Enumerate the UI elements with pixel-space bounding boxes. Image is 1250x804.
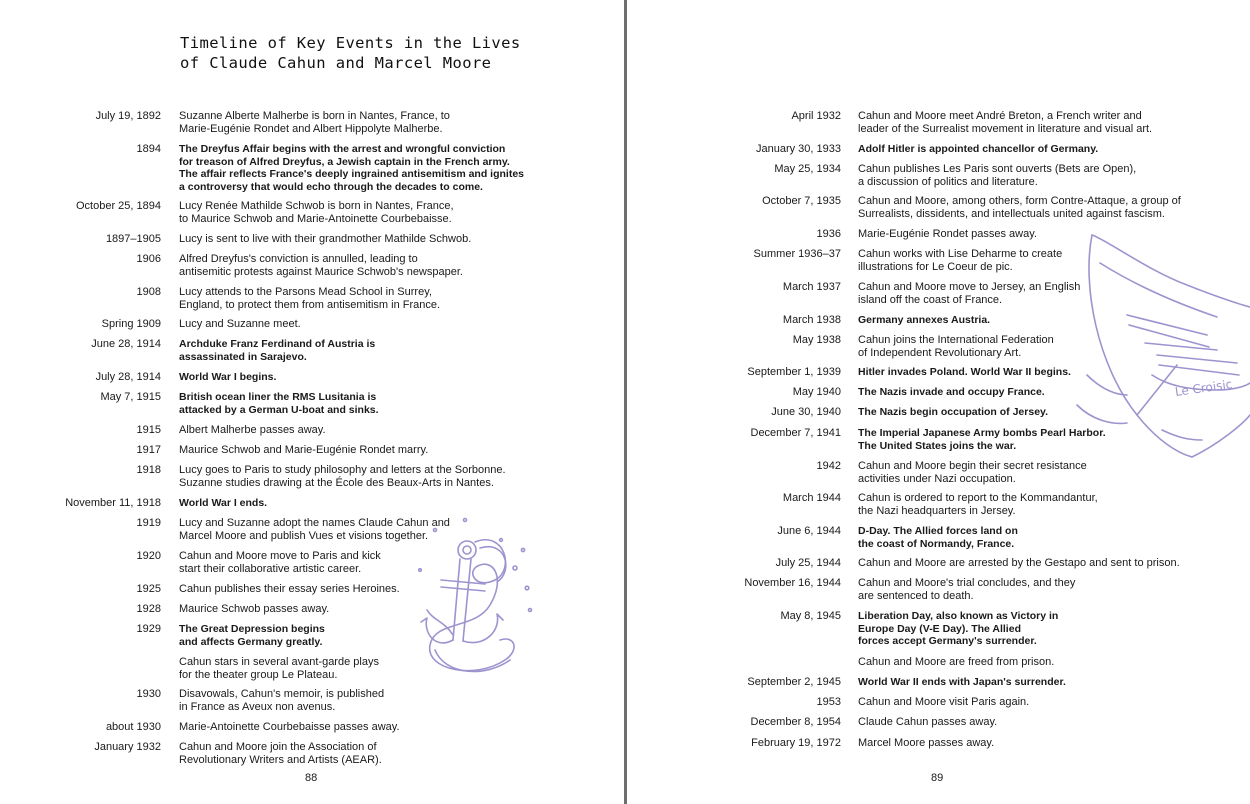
title-line-1: Timeline of Key Events in the Lives	[180, 34, 521, 52]
entry-date: December 8, 1954	[750, 716, 841, 728]
entry-text: Lucy and Suzanne adopt the names Claude Cahun and Marcel Moore and publish Vues et visions together.	[179, 517, 450, 542]
page-number: 88	[305, 772, 318, 784]
entry-text: British ocean liner the RMS Lusitania is attacked by a German U-boat and sinks.	[179, 391, 379, 416]
entry-date: July 19, 1892	[95, 110, 161, 122]
entry-date: November 11, 1918	[65, 497, 161, 509]
right-page	[627, 0, 1250, 804]
entry-date: February 19, 1972	[751, 737, 841, 749]
timeline-title	[180, 33, 521, 73]
entry-date: June 6, 1944	[777, 525, 841, 537]
entry-date: October 7, 1935	[762, 195, 841, 207]
entry-date: 1942	[816, 460, 841, 472]
entry-text: D-Day. The Allied forces land on the coast of Normandy, France.	[858, 525, 1018, 550]
entry-text: Cahun is ordered to report to the Kommandantur, the Nazi headquarters in Jersey.	[858, 492, 1098, 517]
entry-text: Suzanne Alberte Malherbe is born in Nantes, France, to Marie-Eugénie Rondet and Albert Hippolyte Malherbe.	[179, 110, 450, 135]
entry-date: 1908	[136, 286, 161, 298]
entry-text: Lucy Renée Mathilde Schwob is born in Nantes, France, to Maurice Schwob and Marie-Antoinette Courbebaisse.	[179, 200, 454, 225]
entry-text: Cahun joins the International Federation of Independent Revolutionary Art.	[858, 334, 1054, 359]
entry-text: Cahun and Moore are arrested by the Gestapo and sent to prison.	[858, 557, 1180, 569]
entry-date: May 1938	[792, 334, 841, 346]
entry-text: World War I begins.	[179, 371, 277, 383]
entry-text: The Nazis invade and occupy France.	[858, 386, 1045, 398]
entry-text: Archduke Franz Ferdinand of Austria is assassinated in Sarajevo.	[179, 338, 376, 363]
entry-text: Cahun stars in several avant-garde plays for the theater group Le Plateau.	[179, 656, 379, 681]
entry-date: 1920	[136, 550, 161, 562]
entry-date: May 25, 1934	[774, 163, 841, 175]
entry-date: March 1937	[782, 281, 841, 293]
entry-date: March 1944	[782, 492, 841, 504]
entry-text: The Nazis begin occupation of Jersey.	[858, 406, 1049, 418]
entry-text: Germany annexes Austria.	[858, 314, 991, 326]
entry-date: 1906	[136, 253, 161, 265]
entry-text: Cahun and Moore are freed from prison.	[858, 656, 1055, 668]
entry-date: October 25, 1894	[75, 200, 161, 212]
entry-date: 1918	[136, 464, 161, 476]
entry-text: Lucy goes to Paris to study philosophy and letters at the Sorbonne. Suzanne studies drawing at the École des Beaux-Arts in Nantes.	[179, 464, 506, 489]
entry-date: June 30, 1940	[771, 406, 841, 418]
entry-date: April 1932	[791, 110, 841, 122]
entry-text: Cahun publishes Les Paris sont ouverts (Bets are Open), a discussion of politics and literature.	[858, 163, 1137, 188]
title-line-2: of Claude Cahun and Marcel Moore	[180, 54, 492, 72]
entry-text: Claude Cahun passes away.	[858, 716, 998, 728]
entry-text: Maurice Schwob and Marie-Eugénie Rondet marry.	[179, 444, 429, 456]
entry-date: 1894	[136, 143, 161, 155]
entry-date: November 16, 1944	[744, 577, 841, 589]
entry-date: 1917	[136, 444, 161, 456]
entry-date: 1936	[816, 228, 841, 240]
entry-date: January 1932	[94, 741, 161, 753]
entry-date: Spring 1909	[101, 318, 161, 330]
entry-date: July 28, 1914	[95, 371, 161, 383]
entry-text: The Dreyfus Affair begins with the arrest and wrongful conviction for treason of Alfred Dreyfus, a Jewish captain in the French army. The affair reflects France's deeply ingrained antisemitism and ignites a controversy that would echo through the decades to come.	[179, 143, 525, 193]
entry-date: 1925	[136, 583, 161, 595]
entry-text: Cahun and Moore join the Association of Revolutionary Writers and Artists (AEAR).	[179, 741, 382, 766]
entry-text: The Great Depression begins and affects Germany greatly.	[179, 623, 325, 648]
entry-text: Cahun and Moore meet André Breton, a French writer and leader of the Surrealist movement in literature and visual art.	[858, 110, 1153, 135]
entry-text: Lucy attends to the Parsons Mead School in Surrey, England, to protect them from antisemitism in France.	[179, 286, 441, 311]
entry-date: December 7, 1941	[750, 427, 841, 439]
entry-date: 1953	[816, 696, 841, 708]
entry-text: Marie-Eugénie Rondet passes away.	[858, 228, 1037, 240]
entry-date: September 2, 1945	[747, 676, 841, 688]
entry-text: Cahun and Moore move to Jersey, an English island off the coast of France.	[858, 281, 1081, 306]
entry-text: Cahun works with Lise Deharme to create illustrations for Le Coeur de pic.	[858, 248, 1063, 273]
entry-text: Cahun and Moore visit Paris again.	[858, 696, 1030, 708]
entry-text: Disavowals, Cahun's memoir, is published in France as Aveux non avenus.	[179, 688, 385, 713]
entry-date: 1929	[136, 623, 161, 635]
entry-text: Marcel Moore passes away.	[858, 737, 995, 749]
entry-date: June 28, 1914	[91, 338, 161, 350]
entry-text: Lucy is sent to live with their grandmother Mathilde Schwob.	[179, 233, 472, 245]
entry-date: 1928	[136, 603, 161, 615]
entry-date: 1919	[136, 517, 161, 529]
entry-date: July 25, 1944	[775, 557, 841, 569]
entry-date: January 30, 1933	[755, 143, 841, 155]
entry-text: World War I ends.	[179, 497, 268, 509]
entry-text: Albert Malherbe passes away.	[179, 424, 326, 436]
entry-text: The Imperial Japanese Army bombs Pearl Harbor. The United States joins the war.	[858, 427, 1106, 452]
entry-text: Maurice Schwob passes away.	[179, 603, 330, 615]
entry-text: Cahun and Moore's trial concludes, and they are sentenced to death.	[858, 577, 1076, 602]
entry-text: Hitler invades Poland. World War II begins.	[858, 366, 1071, 378]
entry-text: Cahun and Moore begin their secret resistance activities under Nazi occupation.	[858, 460, 1087, 485]
entry-date: 1897–1905	[105, 233, 161, 245]
entry-date: May 7, 1915	[100, 391, 161, 403]
entry-date: Summer 1936–37	[753, 248, 841, 260]
entry-text: Marie-Antoinette Courbebaisse passes away.	[179, 721, 400, 733]
entry-text: Alfred Dreyfus's conviction is annulled, leading to antisemitic protests against Maurice Schwob's newspaper.	[179, 253, 463, 278]
entry-date: 1915	[136, 424, 161, 436]
entry-text: Adolf Hitler is appointed chancellor of Germany.	[858, 143, 1099, 155]
entry-date: September 1, 1939	[747, 366, 841, 378]
page-number: 89	[931, 772, 944, 784]
entry-text: Cahun and Moore move to Paris and kick start their collaborative artistic career.	[179, 550, 381, 575]
entry-text: Cahun and Moore, among others, form Contre-Attaque, a group of Surrealists, dissidents, and intellectuals united against fascism.	[858, 195, 1181, 220]
entry-date: May 1940	[792, 386, 841, 398]
entry-text: Liberation Day, also known as Victory in Europe Day (V-E Day). The Allied forces accept Germany's surrender.	[858, 610, 1059, 648]
entry-date: May 8, 1945	[780, 610, 841, 622]
entry-text: World War II ends with Japan's surrender.	[858, 676, 1066, 688]
entry-date: about 1930	[105, 721, 161, 733]
entry-text: Cahun publishes their essay series Heroines.	[179, 583, 400, 595]
entry-date: 1930	[136, 688, 161, 700]
boat-name: Le Croisic	[1174, 377, 1234, 400]
entry-date: March 1938	[782, 314, 841, 326]
entry-text: Lucy and Suzanne meet.	[179, 318, 301, 330]
